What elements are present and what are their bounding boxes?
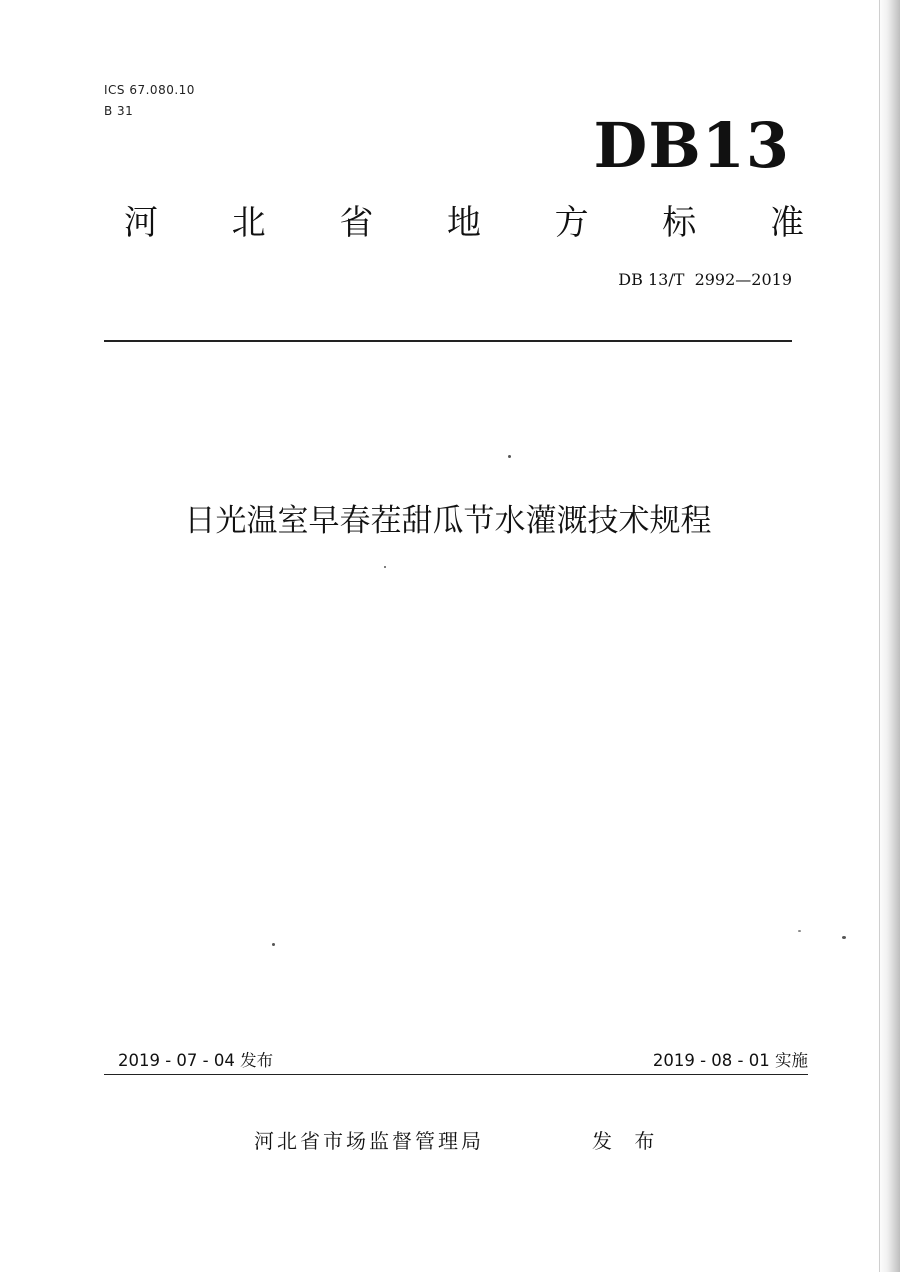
ccs-code: B 31 xyxy=(104,104,134,118)
implementation-date: 2019 - 08 - 01 实施 xyxy=(652,1051,808,1070)
standard-title-char: 省 xyxy=(339,203,374,243)
standard-title-char: 地 xyxy=(446,203,481,243)
scan-speck xyxy=(384,566,386,568)
scan-edge-line xyxy=(879,0,880,1272)
header-divider xyxy=(104,340,792,342)
classification-codes xyxy=(104,80,195,122)
publish-label: 发 布 xyxy=(592,1129,663,1153)
scan-speck xyxy=(798,930,801,932)
footer-divider xyxy=(104,1074,808,1075)
publisher-name: 河北省市场监督管理局 xyxy=(254,1129,484,1153)
standard-category-title xyxy=(124,198,804,248)
standard-title-char: 北 xyxy=(231,203,266,243)
scan-speck xyxy=(842,936,846,939)
scan-speck xyxy=(272,943,275,946)
standard-title-char: 方 xyxy=(554,203,589,243)
scan-speck xyxy=(508,455,511,458)
scan-page-edge xyxy=(878,0,900,1272)
standard-title-char: 准 xyxy=(769,203,804,243)
document-title: 日光温室早春茬甜瓜节水灌溉技术规程 xyxy=(184,503,712,539)
issue-date: 2019 - 07 - 04 发布 xyxy=(118,1051,274,1070)
standard-number: DB 13/T 2992—2019 xyxy=(618,270,792,289)
ics-code: ICS 67.080.10 xyxy=(104,83,195,97)
standard-title-char: 标 xyxy=(662,203,697,243)
standard-title-char: 河 xyxy=(124,203,158,243)
standard-code-mark: DB13 xyxy=(593,109,790,182)
